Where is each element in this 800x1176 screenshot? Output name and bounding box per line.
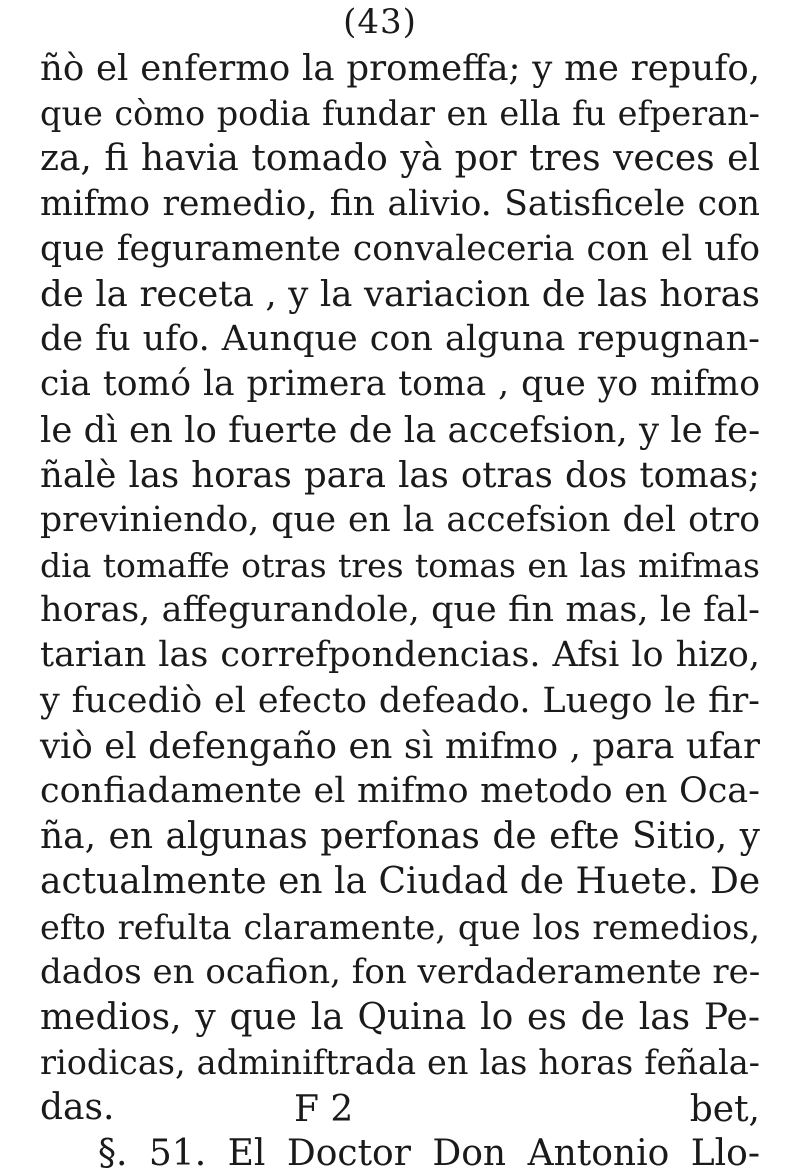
text-line: mifmo remedio, fin alivio. Satisficele con xyxy=(40,183,760,224)
page-footer xyxy=(40,1087,760,1132)
text-line: dia tomaffe otras tres tomas en las mifmas xyxy=(40,546,760,586)
text-line: medios, y que la Quina lo es de las Pe- xyxy=(40,996,760,1038)
text-line: viò el defengaño en sì mifmo , para ufar xyxy=(40,725,760,767)
text-line: que còmo podia fundar en ella fu efperan- xyxy=(40,94,760,134)
text-line: riodicas, adminiftrada en las horas feñala- xyxy=(40,1043,760,1083)
text-line: de la receta , y la variacion de las horas xyxy=(40,273,760,315)
text-line: cia tomó la primera toma , que yo mifmo xyxy=(40,364,760,405)
text-line: le dì en lo fuerte de la accefsion, y le fe- xyxy=(40,409,761,451)
paragraph-end-line: das. xyxy=(40,1087,115,1129)
text-line: ñalè las horas para las otras dos tomas; xyxy=(40,454,760,496)
page-number: (43) xyxy=(343,2,417,42)
text-line: de fu ufo. Aunque con alguna repugnan- xyxy=(40,319,760,360)
text-line: confiadamente el mifmo metodo en Oca- xyxy=(40,771,760,811)
text-line: horas, affegurandole, que fin mas, le fal- xyxy=(40,590,760,631)
body-text xyxy=(40,46,760,1176)
text-line: previniendo, que en la accefsion del otro xyxy=(40,499,760,540)
text-line: y fucediò el efecto defeado. Luego le fir- xyxy=(40,680,760,721)
text-line: ña, en algunas perfonas de efte Sitio, y xyxy=(40,816,760,858)
text-line: que feguramente convaleceria con el ufo xyxy=(40,228,760,269)
text-line: efto refulta claramente, que los remedios, xyxy=(40,907,760,947)
text-line: ñò el enfermo la promeffa; y me repufo, xyxy=(40,48,760,89)
section-heading-line: §. 51. El Doctor Don Antonio Llo- xyxy=(98,1132,760,1174)
catchword: bet, xyxy=(689,1089,760,1130)
text-line: actualmente en la Ciudad de Huete. De xyxy=(40,861,761,903)
text-line: dados en ocafion, fon verdaderamente re- xyxy=(40,951,761,992)
signature-mark: F 2 xyxy=(294,1089,354,1130)
text-line: za, fi havia tomado yà por tres veces el xyxy=(40,138,760,180)
text-line: tarian las correfpondencias. Afsi lo hizo, xyxy=(40,635,760,676)
